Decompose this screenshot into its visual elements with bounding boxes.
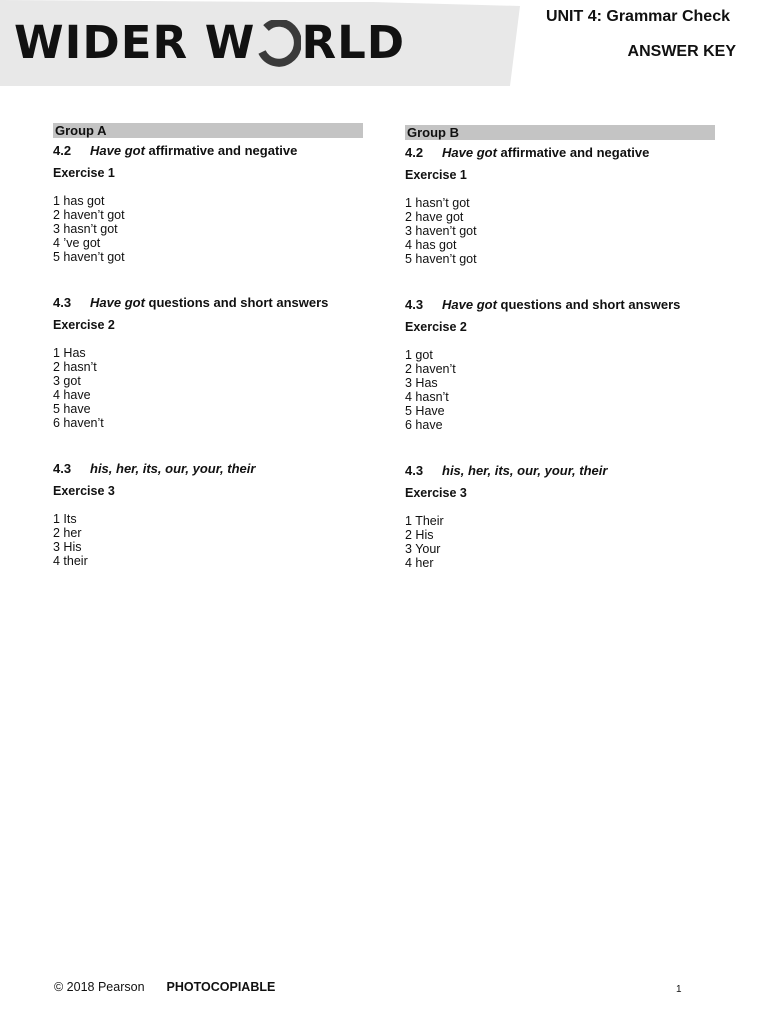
section-title: [53, 142, 363, 159]
answer-item: 4 has got: [405, 238, 457, 252]
section-number: 4.3: [53, 295, 72, 310]
answer-item: 3 haven’t got: [405, 224, 477, 238]
answer-item: 1 got: [405, 348, 433, 362]
answer-list: [53, 512, 363, 568]
answer-item: 2 have got: [405, 210, 464, 224]
section-number: 4.3: [405, 463, 424, 478]
section-title-italic: Have got: [442, 145, 497, 160]
answer-item: 1 has got: [53, 194, 105, 208]
group-b-section-2: [405, 296, 715, 432]
exercise-title: Exercise 2: [405, 320, 467, 334]
answer-item: 5 have: [53, 402, 91, 416]
answer-item: 1 Has: [53, 346, 86, 360]
group-b-section-1: [405, 144, 715, 266]
group-a-section-2: [53, 294, 363, 430]
logo-o-arc-icon: [255, 16, 301, 70]
wider-world-logo: [14, 16, 405, 70]
answer-item: 6 have: [405, 418, 443, 432]
answer-list: [53, 194, 363, 264]
section-title: [53, 460, 363, 477]
exercise-title: Exercise 1: [53, 166, 115, 180]
section-title: [405, 462, 715, 479]
section-title-rest: affirmative and negative: [496, 145, 650, 160]
section-title-italic: his, her, its, our, your, their: [442, 463, 608, 478]
section-title-italic: Have got: [90, 295, 145, 310]
answer-item: 2 her: [53, 526, 82, 540]
section-title: [405, 296, 715, 313]
answer-item: 2 haven’t got: [53, 208, 125, 222]
section-number: 4.3: [53, 461, 72, 476]
copyright: © 2018 Pearson: [54, 980, 145, 994]
logo-text-right: RLD: [301, 16, 406, 69]
exercise-title: Exercise 3: [53, 484, 115, 498]
section-number: 4.3: [405, 297, 424, 312]
answer-item: 6 haven’t: [53, 416, 104, 430]
answer-key-label: ANSWER KEY: [627, 43, 736, 60]
section-title: [53, 294, 363, 311]
footer: [54, 980, 275, 994]
answer-item: 5 haven’t got: [53, 250, 125, 264]
answer-list: [405, 196, 715, 266]
answer-item: 5 haven’t got: [405, 252, 477, 266]
answer-item: 1 hasn’t got: [405, 196, 470, 210]
section-title-rest: questions and short answers: [144, 295, 329, 310]
group-b-header: Group B: [405, 125, 715, 140]
section-number: 4.2: [53, 143, 72, 158]
answer-item: 3 got: [53, 374, 81, 388]
group-a-section-1: [53, 142, 363, 264]
answer-item: 3 hasn’t got: [53, 222, 118, 236]
answer-item: 2 His: [405, 528, 434, 542]
section-title-italic: Have got: [442, 297, 497, 312]
group-b-section-3: [405, 462, 715, 570]
answer-list: [405, 514, 715, 570]
photocopiable-label: PHOTOCOPIABLE: [166, 980, 276, 994]
section-title-italic: his, her, its, our, your, their: [90, 461, 256, 476]
exercise-title: Exercise 2: [53, 318, 115, 332]
section-title: [405, 144, 715, 161]
answer-item: 4 ’ve got: [53, 236, 101, 250]
answer-item: 2 hasn’t: [53, 360, 97, 374]
exercise-title: Exercise 3: [405, 486, 467, 500]
section-title-rest: questions and short answers: [496, 297, 681, 312]
answer-item: 4 her: [405, 556, 434, 570]
answer-item: 4 their: [53, 554, 88, 568]
answer-item: 2 haven’t: [405, 362, 456, 376]
answer-list: [405, 348, 715, 432]
section-title-italic: Have got: [90, 143, 145, 158]
section-number: 4.2: [405, 145, 424, 160]
logo-text-left: WIDER W: [14, 16, 256, 69]
exercise-title: Exercise 1: [405, 168, 467, 182]
answer-item: 4 hasn’t: [405, 390, 449, 404]
answer-item: 3 Has: [405, 376, 438, 390]
group-a-section-3: [53, 460, 363, 568]
answer-item: 1 Its: [53, 512, 77, 526]
unit-title: UNIT 4: Grammar Check: [545, 8, 730, 25]
answer-item: 5 Have: [405, 404, 445, 418]
answer-item: 3 Your: [405, 542, 441, 556]
answer-item: 1 Their: [405, 514, 444, 528]
answer-list: [53, 346, 363, 430]
group-a-column: [53, 123, 363, 598]
answer-item: 3 His: [53, 540, 82, 554]
answer-item: 4 have: [53, 388, 91, 402]
group-a-header: Group A: [53, 123, 363, 138]
section-title-rest: affirmative and negative: [144, 143, 298, 158]
page-number: 1: [676, 984, 682, 995]
group-b-column: [405, 125, 715, 600]
